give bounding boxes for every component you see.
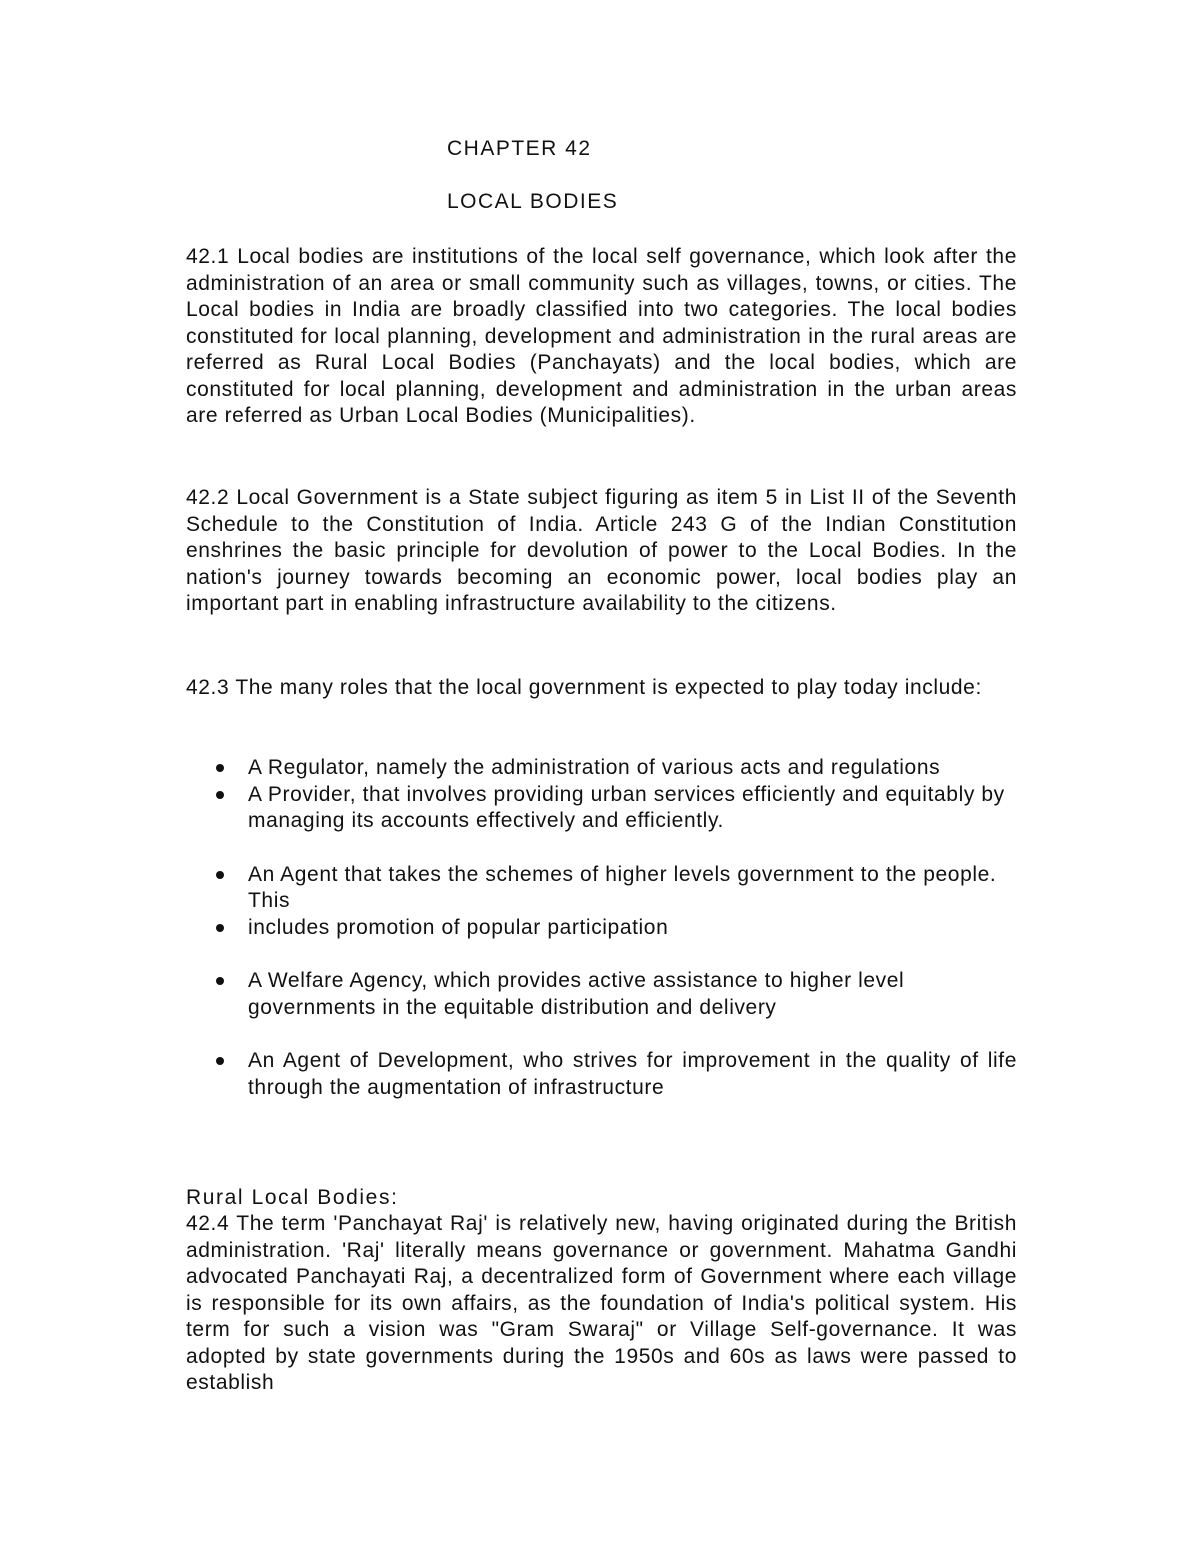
bullet-icon xyxy=(216,871,224,879)
bullet-icon xyxy=(216,791,224,799)
list-item-text: An Agent of Development, who strives for improvement in the quality of life through the augmentation of infrastructure xyxy=(248,1049,1017,1099)
paragraph-42-1: 42.1 Local bodies are institutions of the local self governance, which look after the administration of an area or small community such as villages, towns, or cities. The Local bodies in India are broadly classified into two categories. The local bodies constituted for local planning, development and administration in the rural areas are referred as Rural Local Bodies (Panchayats) and the local bodies, which are constituted for local planning, development and administration in the urban areas are referred as Urban Local Bodies (Municipalities). xyxy=(186,245,1017,427)
list-item xyxy=(212,1048,1017,1101)
bullet-icon xyxy=(216,977,224,985)
list-item-text: A Welfare Agency, which provides active assistance to higher level governments in the equitable distribution and delivery xyxy=(248,969,905,1019)
list-item xyxy=(212,968,1017,1021)
list-item-text: includes promotion of popular participation xyxy=(248,915,669,939)
bullet-icon xyxy=(216,764,224,772)
list-item xyxy=(212,782,1017,835)
rural-local-bodies-heading: Rural Local Bodies: xyxy=(186,1186,399,1209)
roles-list xyxy=(212,755,1017,1101)
list-item xyxy=(212,915,1017,942)
paragraph-42-2: 42.2 Local Government is a State subject figuring as item 5 in List II of the Seventh Schedule to the Constitution of India. Article 243 G of the Indian Constitution enshrines the basic principle for devolution of power to the Local Bodies. In the nation's journey towards becoming an economic power, local bodies play an important part in enabling infrastructure availability to the citizens. xyxy=(186,486,1017,615)
chapter-number: CHAPTER 42 xyxy=(447,137,592,160)
paragraph-42-4: 42.4 The term 'Panchayat Raj' is relatively new, having originated during the British administration. 'Raj' literally means governance or government. Mahatma Gandhi advocated Panchayati Raj, a decentralized form of Government where each village is responsible for its own affairs, as the foundation of India's political system. His term for such a vision was "Gram Swaraj" or Village Self-governance. It was adopted by state governments during the 1950s and 60s as laws were passed to establish xyxy=(186,1212,1017,1394)
list-item-text: A Provider, that involves providing urban services efficiently and equitably by managing its accounts effectively and efficiently. xyxy=(248,782,1005,832)
list-item xyxy=(212,862,1017,915)
chapter-title: LOCAL BODIES xyxy=(447,190,619,213)
list-item xyxy=(212,755,1017,782)
list-item-text: A Regulator, namely the administration of various acts and regulations xyxy=(248,756,941,779)
paragraph-42-3: 42.3 The many roles that the local government is expected to play today include: xyxy=(186,676,982,699)
bullet-icon xyxy=(216,924,224,932)
bullet-icon xyxy=(216,1057,224,1065)
list-item-text: An Agent that takes the schemes of higher levels government to the people. This xyxy=(248,862,997,912)
